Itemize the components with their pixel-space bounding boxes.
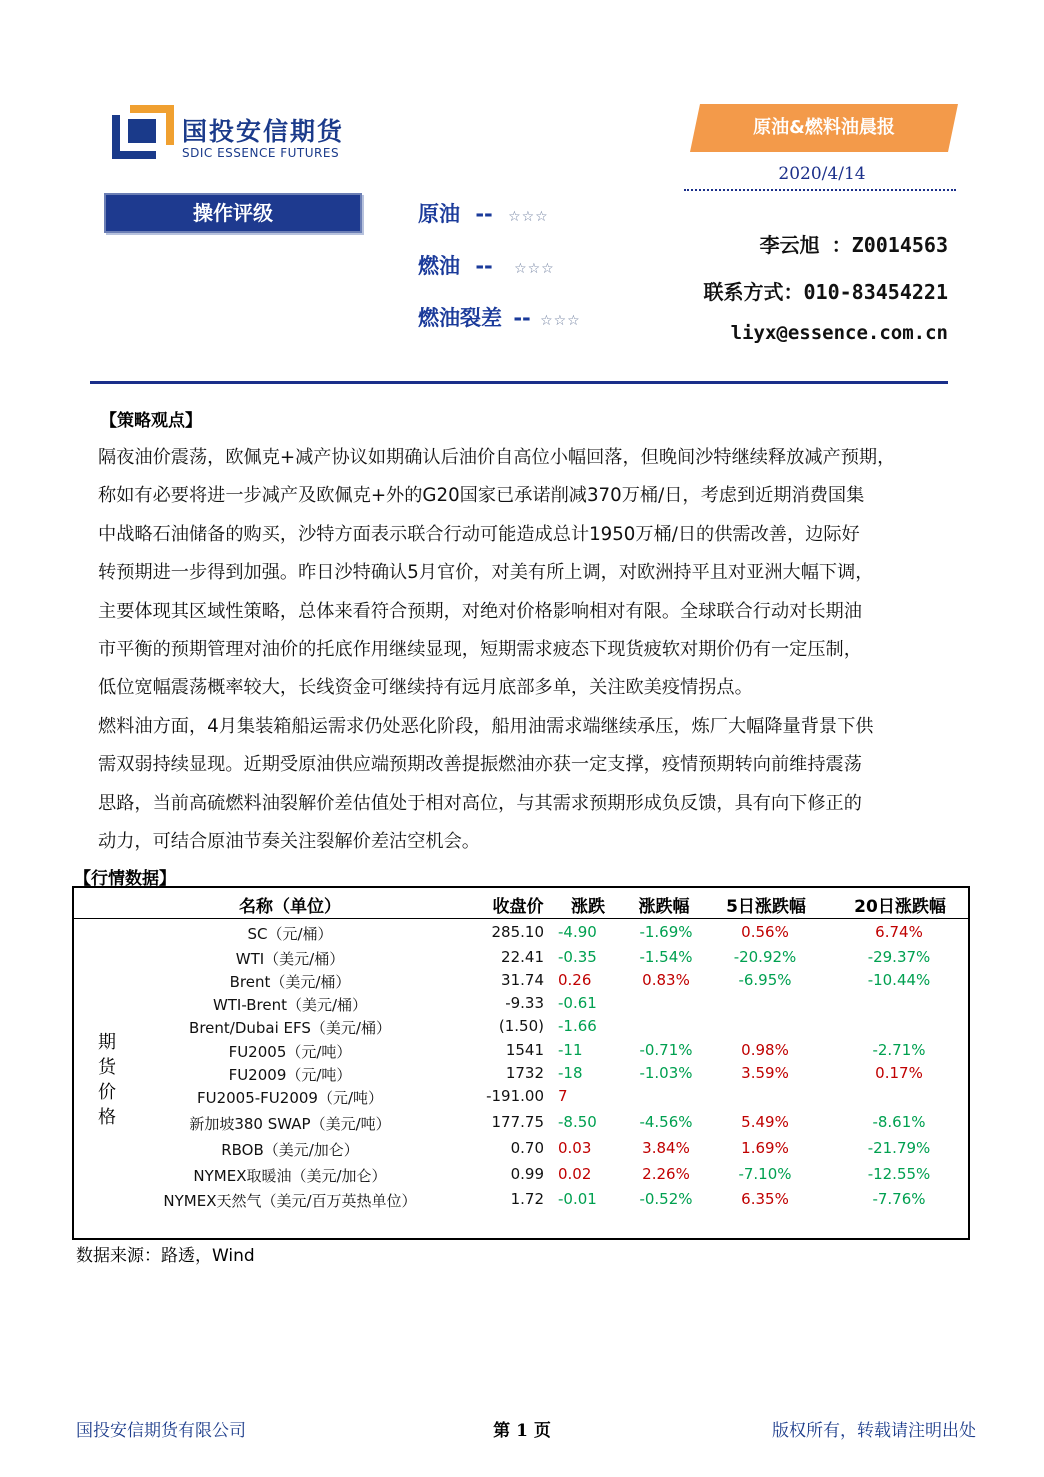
cell-d5: -7.10%: [738, 1165, 792, 1183]
cell-close: 177.75: [491, 1113, 544, 1131]
market-title: 【行情数据】: [74, 869, 176, 889]
table-row: [74, 1113, 968, 1137]
report-title: 原油&燃料油晨报: [753, 117, 895, 138]
cell-d5: -6.95%: [738, 971, 792, 989]
cell-d20: -29.37%: [867, 948, 931, 966]
rating-fuel-oil: 燃油 -- ☆☆☆: [418, 254, 555, 278]
cell-close: 22.41: [501, 948, 544, 966]
cell-d20: -2.71%: [872, 1041, 926, 1059]
cell-pct: -1.69%: [639, 923, 693, 941]
cell-close: 1732: [505, 1064, 544, 1082]
table-row: [74, 923, 968, 947]
cell-name: RBOB（美元/加仑）: [221, 1141, 359, 1159]
cell-chg: 7: [558, 1087, 568, 1105]
footer-page-number: 第 1 页: [493, 1421, 551, 1441]
th-5d: 5日涨跌幅: [726, 897, 806, 917]
cell-pct: 3.84%: [642, 1139, 690, 1157]
strategy-line: 低位宽幅震荡概率较大，长线资金可继续持有远月底部多单，关注欧美疫情拐点。: [98, 677, 753, 699]
cell-name: Brent/Dubai EFS（美元/桶）: [189, 1019, 391, 1037]
analyst-email[interactable]: liyx@essence.com.cn: [730, 322, 948, 344]
cell-chg: -4.90: [558, 923, 597, 941]
cell-pct: -1.03%: [639, 1064, 693, 1082]
cell-d20: -12.55%: [867, 1165, 931, 1183]
cell-chg: -11: [558, 1041, 583, 1059]
th-change: 涨跌: [571, 897, 605, 917]
data-source: 数据来源：路透，Wind: [76, 1246, 255, 1266]
cell-chg: -0.35: [558, 948, 597, 966]
strategy-line: 市平衡的预期管理对油价的托底作用继续显现，短期需求疲态下现货疲软对期价仍有一定压制，: [98, 639, 862, 661]
th-20d: 20日涨跌幅: [854, 897, 946, 917]
cell-chg: 0.26: [558, 971, 592, 989]
table-row: [74, 1139, 968, 1163]
cell-close: 31.74: [501, 971, 544, 989]
table-row: [74, 1165, 968, 1189]
cell-name: WTI-Brent（美元/桶）: [212, 996, 368, 1014]
company-name-en: SDIC ESSENCE FUTURES: [182, 146, 340, 160]
cell-name: SC（元/桶）: [247, 925, 333, 943]
cell-close: 0.70: [510, 1139, 544, 1157]
cell-close: 285.10: [491, 923, 544, 941]
footer-company: 国投安信期货有限公司: [76, 1421, 246, 1441]
strategy-line: 主要体现其区域性策略，总体来看符合预期，对绝对价格影响相对有限。全球联合行动对长期油: [98, 600, 862, 622]
rating-stars-icon: ☆☆☆: [514, 261, 555, 277]
header-divider: [90, 381, 948, 384]
cell-chg: -0.01: [558, 1190, 597, 1208]
cell-d5: 0.98%: [741, 1041, 789, 1059]
cell-pct: 0.83%: [642, 971, 690, 989]
table-header-divider: [74, 918, 968, 919]
strategy-line: 动力，可结合原油节奏关注裂解价差沽空机会。: [98, 831, 480, 853]
cell-d5: 0.56%: [741, 923, 789, 941]
strategy-line: 燃料油方面，4月集装箱船运需求仍处恶化阶段，船用油需求端继续承压，炼厂大幅降量背景下供: [98, 715, 874, 737]
date-divider: [684, 189, 956, 191]
cell-name: WTI（美元/桶）: [235, 950, 345, 968]
table-row: [74, 1017, 968, 1041]
rating-label: 操作评级: [193, 201, 273, 225]
table-row: [74, 1064, 968, 1088]
table-row: [74, 971, 968, 995]
cell-d5: -20.92%: [733, 948, 797, 966]
cell-d20: -8.61%: [872, 1113, 926, 1131]
strategy-line: 需双弱持续显现。近期受原油供应端预期改善提振燃油亦获一定支撑，疫情预期转向前维持震荡: [98, 754, 862, 776]
cell-close: 0.99: [510, 1165, 544, 1183]
cell-chg: -1.66: [558, 1017, 597, 1035]
cell-name: 新加坡380 SWAP（美元/吨）: [189, 1115, 391, 1133]
cell-chg: 0.02: [558, 1165, 592, 1183]
company-logo-icon: [112, 105, 174, 159]
cell-name: FU2005-FU2009（元/吨）: [196, 1089, 384, 1107]
cell-pct: -1.54%: [639, 948, 693, 966]
strategy-line: 隔夜油价震荡，欧佩克+减产协议如期确认后油价自高位小幅回落，但晚间沙特继续释放减产预期，: [98, 447, 896, 468]
report-date: 2020/4/14: [778, 164, 866, 184]
cell-d5: 6.35%: [741, 1190, 789, 1208]
strategy-line: 转预期进一步得到加强。昨日沙特确认5月官价，对美有所上调，对欧洲持平且对亚洲大幅下调，: [98, 562, 874, 584]
analyst-name: 李云旭 ：Z0014563: [759, 233, 948, 257]
rating-stars-icon: ☆☆☆: [508, 209, 549, 225]
th-name: 名称（单位）: [239, 897, 341, 917]
strategy-body: [98, 439, 978, 861]
strategy-line: 中战略石油储备的购买，沙特方面表示联合行动可能造成总计1950万桶/日的供需改善，边际好: [98, 523, 860, 545]
cell-d20: 0.17%: [875, 1064, 923, 1082]
rating-label-box: [104, 193, 362, 233]
cell-pct: -4.56%: [639, 1113, 693, 1131]
cell-name: NYMEX取暖油（美元/加仑）: [193, 1167, 387, 1185]
table-row: [74, 1041, 968, 1065]
cell-d20: -10.44%: [867, 971, 931, 989]
rating-crack-spread: 燃油裂差 -- ☆☆☆: [418, 306, 581, 330]
table-row: [74, 948, 968, 972]
cell-d20: -21.79%: [867, 1139, 931, 1157]
table-row: [74, 1087, 968, 1111]
table-row: [74, 1190, 968, 1214]
cell-pct: 2.26%: [642, 1165, 690, 1183]
cell-chg: 0.03: [558, 1139, 592, 1157]
strategy-line: 称如有必要将进一步减产及欧佩克+外的G20国家已承诺削减370万桶/日，考虑到近期消费国集: [98, 485, 865, 507]
cell-pct: -0.71%: [639, 1041, 693, 1059]
cell-chg: -8.50: [558, 1113, 597, 1131]
cell-d20: -7.76%: [872, 1190, 926, 1208]
category-label: 期 货 价 格: [98, 1032, 116, 1128]
cell-name: FU2009（元/吨）: [228, 1066, 352, 1084]
cell-close: (1.50): [498, 1017, 544, 1035]
table-row: [74, 994, 968, 1018]
cell-d20: 6.74%: [875, 923, 923, 941]
company-name-cn: 国投安信期货: [182, 117, 345, 146]
footer-copyright: 版权所有，转载请注明出处: [772, 1421, 976, 1441]
cell-chg: -0.61: [558, 994, 597, 1012]
cell-name: Brent（美元/桶）: [229, 973, 351, 991]
cell-close: 1541: [505, 1041, 544, 1059]
cell-d5: 1.69%: [741, 1139, 789, 1157]
strategy-line: 思路，当前高硫燃料油裂解价差估值处于相对高位，与其需求预期形成负反馈，具有向下修正的: [98, 792, 862, 814]
cell-name: FU2005（元/吨）: [228, 1043, 352, 1061]
cell-close: -191.00: [486, 1087, 544, 1105]
strategy-title: 【策略观点】: [100, 411, 202, 431]
cell-close: 1.72: [510, 1190, 544, 1208]
rating-stars-icon: ☆☆☆: [540, 313, 581, 329]
analyst-contact: 联系方式：010-83454221: [703, 280, 948, 304]
rating-crude: 原油 -- ☆☆☆: [418, 202, 549, 226]
cell-close: -9.33: [505, 994, 544, 1012]
th-change-pct: 涨跌幅: [638, 897, 690, 917]
th-close: 收盘价: [492, 897, 544, 917]
cell-pct: -0.52%: [639, 1190, 693, 1208]
cell-d5: 5.49%: [741, 1113, 789, 1131]
cell-d5: 3.59%: [741, 1064, 789, 1082]
cell-name: NYMEX天然气（美元/百万英热单位）: [163, 1192, 417, 1210]
cell-chg: -18: [558, 1064, 583, 1082]
